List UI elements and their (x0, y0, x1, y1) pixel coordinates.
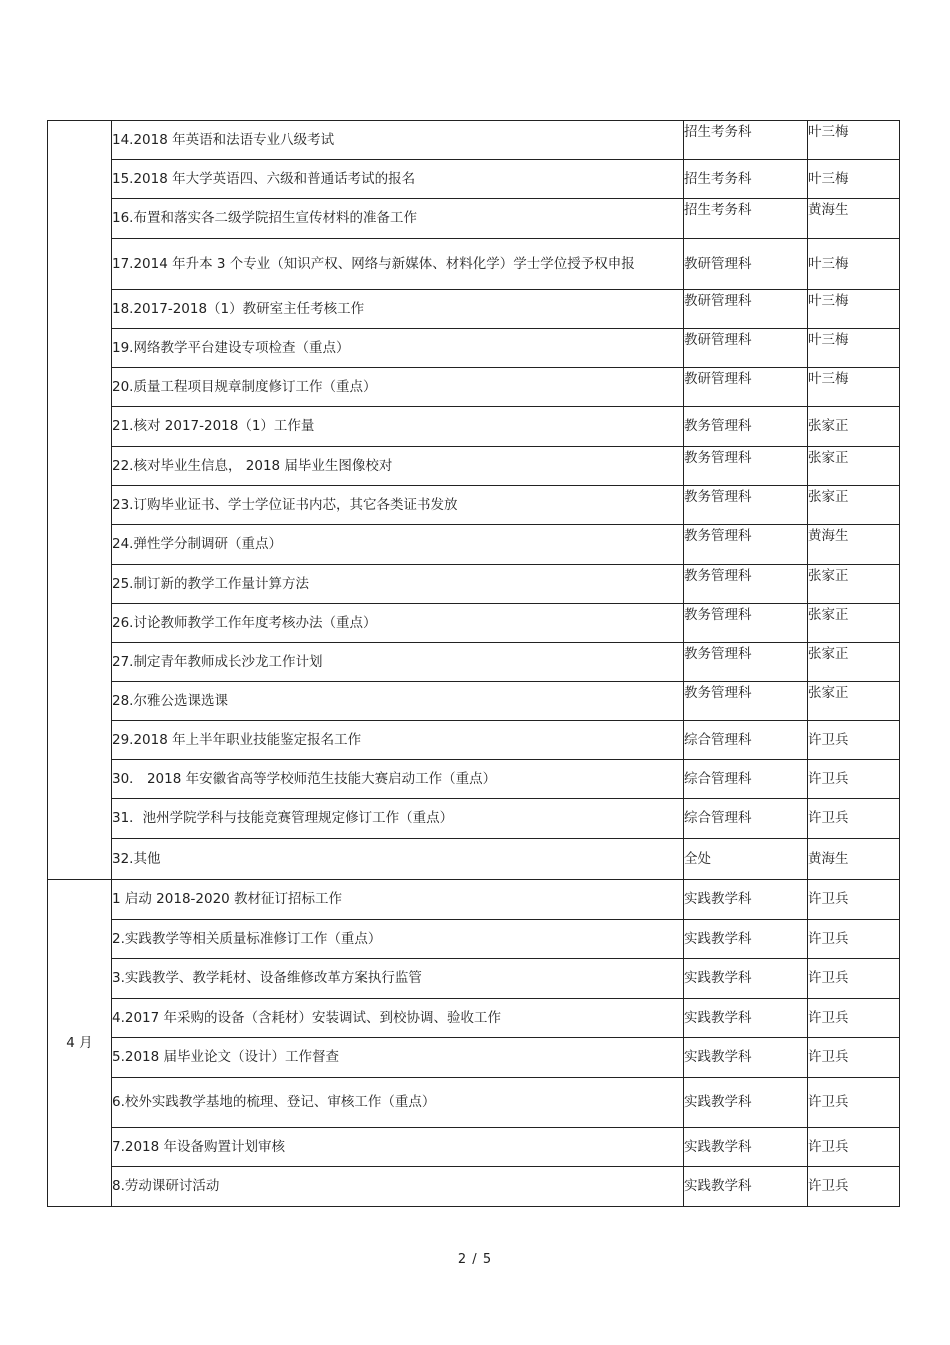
table-row (48, 1078, 900, 1128)
task-cell: 5.2018 届毕业论文（设计）工作督查 (112, 1038, 684, 1078)
task-cell: 29.2018 年上半年职业技能鉴定报名工作 (112, 721, 684, 760)
person-cell: 许卫兵 (808, 1167, 900, 1207)
table-row (48, 239, 900, 290)
dept-cell: 实践教学科 (684, 920, 808, 959)
task-cell: 23.订购毕业证书、学士学位证书内芯，其它各类证书发放 (112, 486, 684, 525)
task-cell: 16.布置和落实各二级学院招生宣传材料的准备工作 (112, 199, 684, 239)
task-cell: 8.劳动课研讨活动 (112, 1167, 684, 1207)
table-row (48, 368, 900, 407)
dept-cell: 综合管理科 (684, 799, 808, 839)
table-row (48, 199, 900, 239)
person-cell: 许卫兵 (808, 999, 900, 1038)
person-cell: 黄海生 (808, 199, 900, 239)
table-row (48, 721, 900, 760)
table-row (48, 160, 900, 199)
task-cell: 4.2017 年采购的设备（含耗材）安装调试、到校协调、验收工作 (112, 999, 684, 1038)
dept-cell: 教研管理科 (684, 368, 808, 407)
person-cell: 叶三梅 (808, 121, 900, 160)
task-cell: 20.质量工程项目规章制度修订工作（重点） (112, 368, 684, 407)
dept-cell: 实践教学科 (684, 1128, 808, 1167)
person-cell: 许卫兵 (808, 1128, 900, 1167)
person-cell: 张家正 (808, 643, 900, 682)
task-cell: 2.实践教学等相关质量标准修订工作（重点） (112, 920, 684, 959)
table-row (48, 329, 900, 368)
person-cell: 叶三梅 (808, 160, 900, 199)
task-cell: 14.2018 年英语和法语专业八级考试 (112, 121, 684, 160)
dept-cell: 教研管理科 (684, 329, 808, 368)
dept-cell: 招生考务科 (684, 199, 808, 239)
table-row (48, 920, 900, 959)
month-cell-march (48, 121, 112, 880)
person-cell: 叶三梅 (808, 329, 900, 368)
task-cell: 18.2017-2018（1）教研室主任考核工作 (112, 290, 684, 329)
table-row (48, 407, 900, 447)
person-cell: 许卫兵 (808, 760, 900, 799)
table-row (48, 121, 900, 160)
table-row (48, 525, 900, 565)
task-cell: 27.制定青年教师成长沙龙工作计划 (112, 643, 684, 682)
person-cell: 许卫兵 (808, 959, 900, 999)
table-row (48, 682, 900, 721)
task-cell: 21.核对 2017-2018（1）工作量 (112, 407, 684, 447)
person-cell: 张家正 (808, 407, 900, 447)
person-cell: 许卫兵 (808, 920, 900, 959)
dept-cell: 全处 (684, 839, 808, 880)
dept-cell: 实践教学科 (684, 999, 808, 1038)
work-plan-body (48, 121, 900, 1207)
dept-cell: 综合管理科 (684, 760, 808, 799)
task-cell: 24.弹性学分制调研（重点） (112, 525, 684, 565)
task-cell: 19.网络教学平台建设专项检查（重点） (112, 329, 684, 368)
dept-cell: 教研管理科 (684, 239, 808, 290)
dept-cell: 教务管理科 (684, 565, 808, 604)
person-cell: 张家正 (808, 447, 900, 486)
person-cell: 黄海生 (808, 525, 900, 565)
dept-cell: 招生考务科 (684, 121, 808, 160)
task-cell: 17.2014 年升本 3 个专业（知识产权、网络与新媒体、材料化学）学士学位授予权申报 (112, 239, 684, 290)
dept-cell: 教务管理科 (684, 407, 808, 447)
dept-cell: 教研管理科 (684, 290, 808, 329)
task-cell: 6.校外实践教学基地的梳理、登记、审核工作（重点） (112, 1078, 684, 1128)
task-cell: 15.2018 年大学英语四、六级和普通话考试的报名 (112, 160, 684, 199)
task-cell: 1 启动 2018-2020 教材征订招标工作 (112, 880, 684, 920)
person-cell: 许卫兵 (808, 1078, 900, 1128)
table-row (48, 1167, 900, 1207)
dept-cell: 实践教学科 (684, 1167, 808, 1207)
table-row (48, 486, 900, 525)
person-cell: 许卫兵 (808, 1038, 900, 1078)
dept-cell: 教务管理科 (684, 525, 808, 565)
table-row (48, 447, 900, 486)
month-cell-april: 4 月 (48, 880, 112, 1207)
dept-cell: 招生考务科 (684, 160, 808, 199)
dept-cell: 教务管理科 (684, 643, 808, 682)
task-cell: 26.讨论教师教学工作年度考核办法（重点） (112, 604, 684, 643)
task-cell: 25.制订新的教学工作量计算方法 (112, 565, 684, 604)
task-cell: 3.实践教学、教学耗材、设备维修改革方案执行监管 (112, 959, 684, 999)
dept-cell: 综合管理科 (684, 721, 808, 760)
person-cell: 张家正 (808, 682, 900, 721)
task-cell: 7.2018 年设备购置计划审核 (112, 1128, 684, 1167)
person-cell: 许卫兵 (808, 721, 900, 760)
work-plan-table (47, 120, 900, 1207)
task-cell: 32.其他 (112, 839, 684, 880)
table-row (48, 1128, 900, 1167)
table-row (48, 959, 900, 999)
table-row (48, 760, 900, 799)
person-cell: 张家正 (808, 565, 900, 604)
table-row (48, 1038, 900, 1078)
table-row (48, 799, 900, 839)
dept-cell: 教务管理科 (684, 486, 808, 525)
task-cell: 30． 2018 年安徽省高等学校师范生技能大赛启动工作（重点） (112, 760, 684, 799)
table-row (48, 290, 900, 329)
dept-cell: 实践教学科 (684, 880, 808, 920)
person-cell: 叶三梅 (808, 239, 900, 290)
dept-cell: 实践教学科 (684, 959, 808, 999)
table-row (48, 565, 900, 604)
dept-cell: 实践教学科 (684, 1078, 808, 1128)
task-cell: 22.核对毕业生信息， 2018 届毕业生图像校对 (112, 447, 684, 486)
table-row (48, 880, 900, 920)
dept-cell: 教务管理科 (684, 682, 808, 721)
dept-cell: 教务管理科 (684, 447, 808, 486)
table-row (48, 839, 900, 880)
table-row (48, 643, 900, 682)
page-number: 2 / 5 (457, 1252, 493, 1267)
task-cell: 28.尔雅公选课选课 (112, 682, 684, 721)
person-cell: 许卫兵 (808, 880, 900, 920)
person-cell: 黄海生 (808, 839, 900, 880)
person-cell: 叶三梅 (808, 368, 900, 407)
dept-cell: 教务管理科 (684, 604, 808, 643)
person-cell: 张家正 (808, 604, 900, 643)
dept-cell: 实践教学科 (684, 1038, 808, 1078)
table-row (48, 999, 900, 1038)
table-row (48, 604, 900, 643)
person-cell: 张家正 (808, 486, 900, 525)
person-cell: 许卫兵 (808, 799, 900, 839)
person-cell: 叶三梅 (808, 290, 900, 329)
task-cell: 31．池州学院学科与技能竞赛管理规定修订工作（重点） (112, 799, 684, 839)
